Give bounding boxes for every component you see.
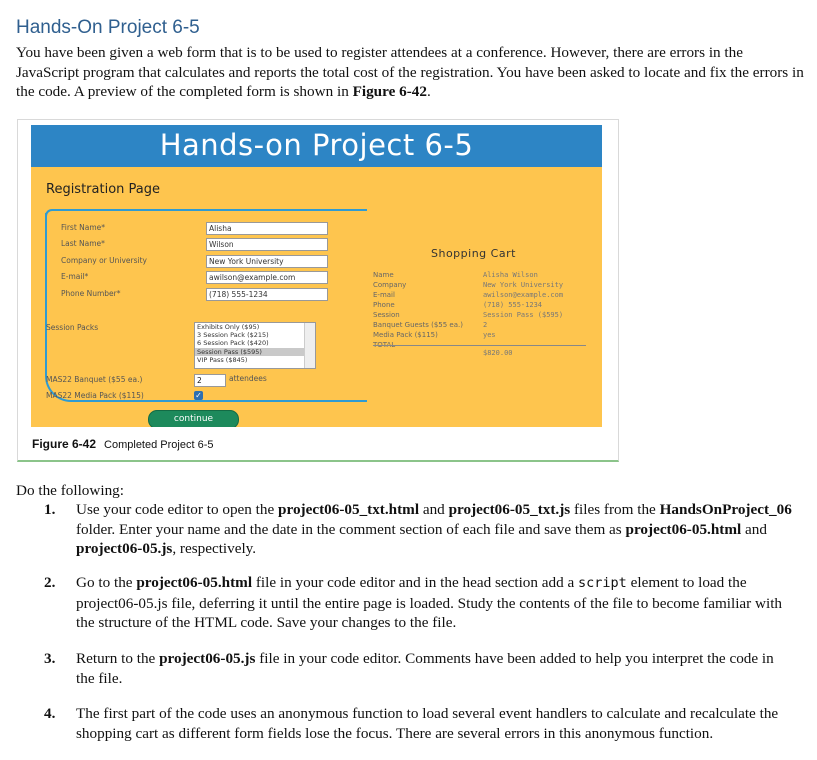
step-3: 3. Return to the project06-05.js file in your code editor. Comments have been added to help you interpret the code in the file.	[44, 650, 774, 687]
company-input[interactable]: New York University	[206, 255, 328, 268]
cart-label-email: E-mail	[373, 291, 395, 299]
first-name-label: First Name*	[61, 223, 106, 232]
step-2: 2. Go to the project06-05.html file in your code editor and in the head section add a script element to load the project06-05.js file, deferring it until the entire page is loaded. Study the contents of the file to become familiar with the structure of the HTML code. Save your changes to the file.	[44, 574, 783, 631]
session-option[interactable]: VIP Pass ($845)	[197, 355, 248, 364]
phone-label: Phone Number*	[61, 289, 121, 298]
shopping-cart-title: Shopping Cart	[431, 247, 516, 260]
media-pack-label: MAS22 Media Pack ($115)	[46, 391, 144, 400]
banquet-guests-input[interactable]: 2	[194, 374, 226, 387]
session-option-selected[interactable]: Session Pass ($595)	[195, 348, 315, 356]
banner-title: Hands-on Project 6-5	[31, 125, 602, 167]
company-label: Company or University	[61, 256, 147, 265]
last-name-input[interactable]: Wilson	[206, 238, 328, 251]
cart-total-divider	[373, 345, 586, 346]
page-heading: Hands-On Project 6-5	[16, 17, 200, 38]
do-following-label: Do the following:	[16, 482, 124, 499]
cart-value-phone: (718) 555-1234	[483, 301, 543, 309]
session-option[interactable]: 6 Session Pack ($420)	[197, 339, 269, 348]
cart-label-company: Company	[373, 281, 407, 289]
cart-label-name: Name	[373, 271, 394, 279]
continue-button[interactable]: continue	[148, 410, 239, 427]
cart-value-total: $820.00	[483, 349, 513, 357]
intro-paragraph: You have been given a web form that is to be used to register attendees at a conference. However, there are errors in the JavaScript program that calculates and reports the total cost of the registration. You have been asked to locate and fix the errors in the code. A preview of the completed form is shown in Figure 6-42.	[16, 44, 804, 100]
session-option[interactable]: 3 Session Pack ($215)	[197, 331, 269, 340]
phone-input[interactable]: (718) 555-1234	[206, 288, 328, 301]
cart-value-company: New York University	[483, 281, 564, 289]
session-packs-label: Session Packs	[46, 323, 99, 332]
cart-value-media: yes	[483, 331, 496, 339]
cart-value-email: awilson@example.com	[483, 291, 564, 299]
session-option[interactable]: Exhibits Only ($95)	[197, 323, 260, 331]
email-label: E-mail*	[61, 272, 89, 281]
session-packs-select[interactable]	[194, 322, 316, 369]
cart-value-name: Alisha Wilson	[483, 271, 538, 279]
registration-page-label: Registration Page	[46, 182, 160, 197]
step-4: 4. The first part of the code uses an anonymous function to load several event handlers to calculate and recalculate the shopping cart as different form fields lose the focus. There are several errors in this anonymous function.	[44, 705, 779, 742]
banquet-label: MAS22 Banquet ($55 ea.)	[46, 375, 143, 384]
cart-label-session: Session	[373, 311, 400, 319]
figure-caption: Figure 6-42 Completed Project 6-5	[32, 437, 214, 451]
media-pack-checkbox[interactable]: ✓	[195, 391, 202, 400]
cart-value-session: Session Pass ($595)	[483, 311, 564, 319]
cart-value-banquet: 2	[483, 321, 488, 329]
figure-6-42	[17, 119, 619, 462]
form-preview	[31, 125, 602, 427]
email-input[interactable]: awilson@example.com	[206, 271, 328, 284]
first-name-input[interactable]: Alisha	[206, 222, 328, 235]
step-1: 1. Use your code editor to open the project06-05_txt.html and project06-05_txt.js files from the HandsOnProject_06 folder. Enter your name and the date in the comment section of each file and save them as project06-05.html and project06-05.js, respectively.	[44, 501, 792, 557]
cart-label-phone: Phone	[373, 301, 395, 309]
cart-label-media: Media Pack ($115)	[373, 331, 438, 339]
last-name-label: Last Name*	[61, 239, 105, 248]
select-scrollbar[interactable]	[304, 323, 315, 368]
attendees-label: attendees	[229, 374, 267, 383]
cart-label-total: TOTAL	[373, 341, 396, 349]
cart-label-banquet: Banquet Guests ($55 ea.)	[373, 321, 463, 329]
